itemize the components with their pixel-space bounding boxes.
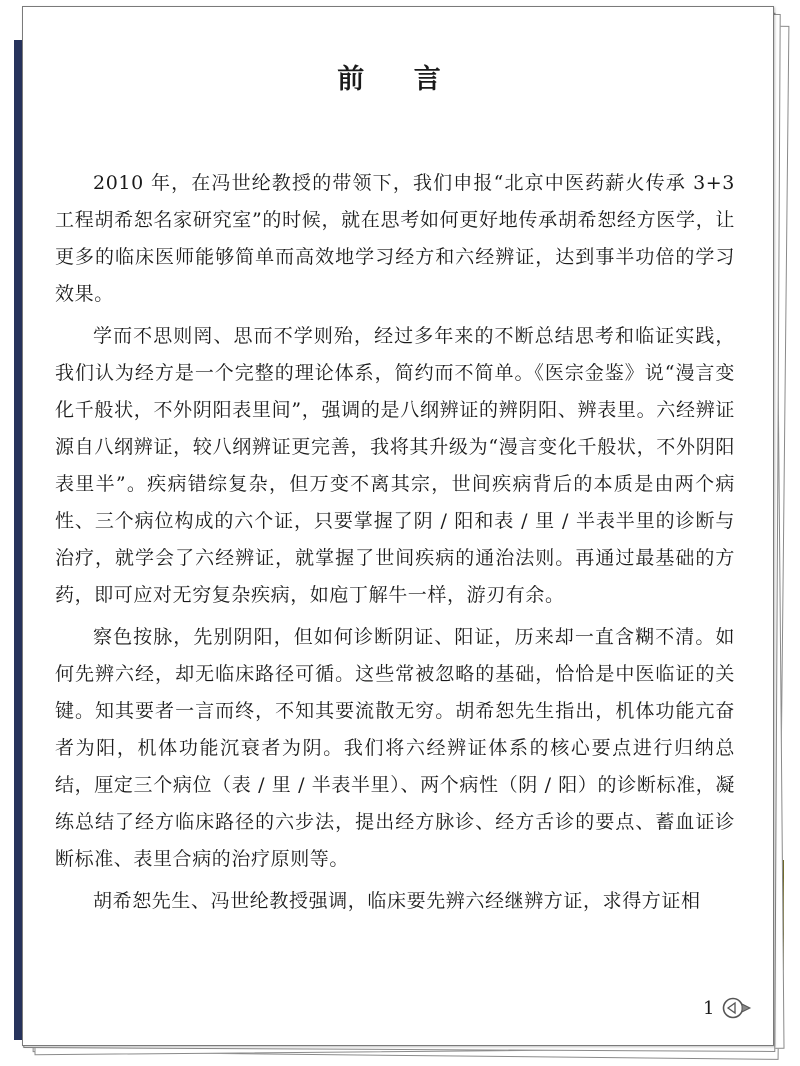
paragraph-1: 2010 年，在冯世纶教授的带领下，我们申报“北京中医药薪火传承 3+3 工程胡希恕名家研究室”的时候，就在思考如何更好地传承胡希恕经方医学，让更多的临床医师能够简单而高效地学习经方和六经辨证，达到事半功倍的学习效果。 bbox=[55, 172, 735, 305]
paragraph-4: 胡希恕先生、冯世纶教授强调，临床要先辨六经继辨方证，求得方证相 bbox=[93, 890, 701, 912]
page-footer bbox=[703, 993, 752, 1023]
page-turn-arrow-icon[interactable] bbox=[722, 995, 752, 1021]
paragraph-2: 学而不思则罔、思而不学则殆，经过多年来的不断总结思考和临证实践，我们认为经方是一个完整的理论体系，简约而不简单。《医宗金鉴》说“漫言变化千般状，不外阴阳表里间”，强调的是八纲辨证的辨阴阳、辨表里。六经辨证源自八纲辨证，较八纲辨证更完善，我将其升级为“漫言变化千般状，不外阴阳表里半”。疾病错综复杂，但万变不离其宗，世间疾病背后的本质是由两个病性、三个病位构成的六个证，只要掌握了阴 / 阳和表 / 里 / 半表半里的诊断与治疗，就学会了六经辨证，就掌握了世间疾病的通治法则。再通过最基础的方药，即可应对无穷复杂疾病，如庖丁解牛一样，游刃有余。 bbox=[55, 325, 735, 606]
document-page bbox=[22, 6, 774, 1046]
paragraph-3: 察色按脉，先别阴阳，但如何诊断阴证、阳证，历来却一直含糊不清。如何先辨六经，却无临床路径可循。这些常被忽略的基础，恰恰是中医临证的关键。知其要者一言而终，不知其要流散无穷。胡希恕先生指出，机体功能亢奋者为阳，机体功能沉衰者为阴。我们将六经辨证体系的核心要点进行归纳总结，厘定三个病位（表 / 里 / 半表半里）、两个病性（阴 / 阳）的诊断标准，凝练总结了经方临床路径的六步法，提出经方脉诊、经方舌诊的要点、蓄血证诊断标准、表里合病的治疗原则等。 bbox=[55, 626, 735, 870]
page-title: 前 言 bbox=[337, 64, 461, 95]
body-text bbox=[55, 165, 735, 925]
page-number: 1 bbox=[703, 997, 715, 1019]
